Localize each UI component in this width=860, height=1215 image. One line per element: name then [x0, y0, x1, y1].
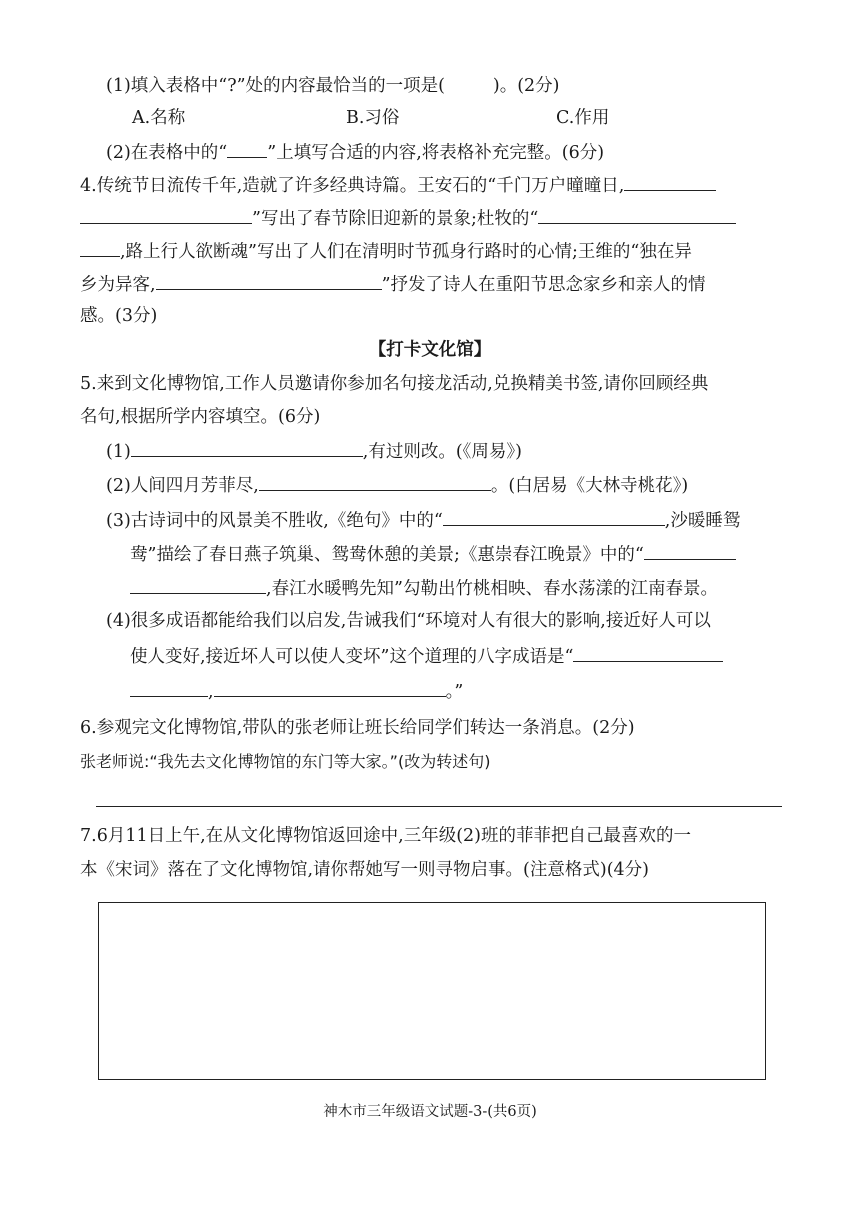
q5-blank-2[interactable]	[259, 472, 491, 491]
q5-blank-1[interactable]	[131, 438, 363, 457]
q3-option-a[interactable]: A.名称	[132, 108, 186, 128]
section-heading: 【打卡文化馆】	[368, 340, 492, 360]
q4-blank-2[interactable]	[538, 205, 736, 224]
q5-sub4-line3	[130, 678, 463, 704]
q5-sub2-source: 。(白居易《大林寺桃花》)	[490, 476, 689, 496]
q6-line2: 张老师说:“我先去文化博物馆的东门等大家。”(改为转述句)	[80, 752, 491, 771]
q4-line4-text-end: ”抒发了诗人在重阳节思念家乡和亲人的情	[381, 275, 706, 295]
q5-sub3-line3	[130, 575, 718, 601]
q3-sub2-blank[interactable]	[227, 139, 267, 158]
q4-line3	[80, 238, 692, 264]
q5-sub4-line2-text: 使人变好,接近坏人可以使人变坏”这个道理的八字成语是“	[130, 647, 574, 667]
q5-sub3-line2-text: 鸯”描绘了春日燕子筑巢、鸳鸯休憩的美景;《惠崇春江晚景》中的“	[130, 545, 644, 565]
q3-sub2-text-end: ”上填写合适的内容,将表格补充完整。(6分)	[267, 143, 605, 163]
q7-answer-box[interactable]	[98, 902, 766, 1080]
q7-line1: 7.6月11日上午,在从文化博物馆返回途中,三年级(2)班的菲菲把自己最喜欢的一	[80, 826, 692, 846]
q5-sub4-line1: (4)很多成语都能给我们以启发,告诫我们“环境对人有很大的影响,接近好人可以	[106, 611, 711, 631]
q4-blank-2b[interactable]	[80, 238, 120, 257]
q6-line1: 6.参观完文化博物馆,带队的张老师让班长给同学们转达一条消息。(2分)	[80, 718, 635, 738]
q3-sub1	[106, 74, 560, 98]
q5-blank-5b[interactable]	[130, 678, 208, 697]
q3-sub2	[106, 139, 604, 165]
q4-line5: 感。(3分)	[80, 306, 158, 326]
q5-sub4-end: 。”	[445, 682, 464, 702]
q3-sub2-text: (2)在表格中的“	[106, 143, 228, 163]
q5-line1: 5.来到文化博物馆,工作人员邀请你参加名句接龙活动,兑换精美书签,请你回顾经典	[80, 374, 709, 394]
q5-sub4-line2	[130, 643, 723, 669]
q5-sub2	[106, 472, 688, 498]
q5-sub1-number: (1)	[106, 442, 131, 462]
q4-line2-text: ”写出了春节除旧迎新的景象;杜牧的“	[252, 209, 539, 229]
q5-sub3-text: (3)古诗词中的风景美不胜收,《绝句》中的“	[106, 511, 443, 531]
q3-sub1-score: )。(2分)	[492, 76, 560, 96]
q3-option-b[interactable]: B.习俗	[346, 108, 400, 128]
q5-blank-4b[interactable]	[130, 575, 266, 594]
q5-blank-3[interactable]	[443, 507, 665, 526]
q3-sub1-text: (1)填入表格中“?”处的内容最恰当的一项是(	[106, 76, 445, 96]
q4-line1-text: 4.传统节日流传千年,造就了许多经典诗篇。王安石的“千门万户曈曈日,	[80, 176, 625, 196]
q5-blank-5[interactable]	[573, 643, 723, 662]
q5-sub3-line1	[106, 507, 740, 533]
q5-sub2-text: (2)人间四月芳菲尽,	[106, 476, 259, 496]
q5-blank-6[interactable]	[214, 678, 446, 697]
q5-sub3-line3-text: ,春江水暖鸭先知”勾勒出竹桃相映、春水荡漾的江南春景。	[266, 579, 719, 599]
q4-blank-1[interactable]	[624, 172, 716, 191]
q4-line1	[80, 172, 716, 198]
q4-line4-text: 乡为异客,	[80, 275, 156, 295]
q5-line2: 名句,根据所学内容填空。(6分)	[80, 407, 321, 427]
q3-option-c[interactable]: C.作用	[556, 108, 610, 128]
q4-line4	[80, 271, 706, 297]
q5-sub1-text: ,有过则改。(《周易》)	[362, 442, 523, 462]
q6-answer-line[interactable]	[96, 806, 782, 807]
page-footer: 神木市三年级语文试题-3-(共6页)	[323, 1104, 537, 1120]
q5-blank-4[interactable]	[644, 541, 736, 560]
q4-line2	[80, 205, 736, 231]
q5-sub3-text-end: ,沙暖睡鸳	[664, 511, 741, 531]
q5-sub4-comma: ,	[208, 682, 214, 702]
q4-blank-1b[interactable]	[80, 205, 252, 224]
q4-line3-text: ,路上行人欲断魂”写出了人们在清明时节孤身行路时的心情;王维的“独在异	[120, 242, 692, 262]
q7-line2: 本《宋词》落在了文化博物馆,请你帮她写一则寻物启事。(注意格式)(4分)	[80, 860, 650, 880]
q5-sub3-line2	[130, 541, 736, 567]
q5-sub1	[106, 438, 522, 464]
q4-blank-3[interactable]	[156, 271, 382, 290]
